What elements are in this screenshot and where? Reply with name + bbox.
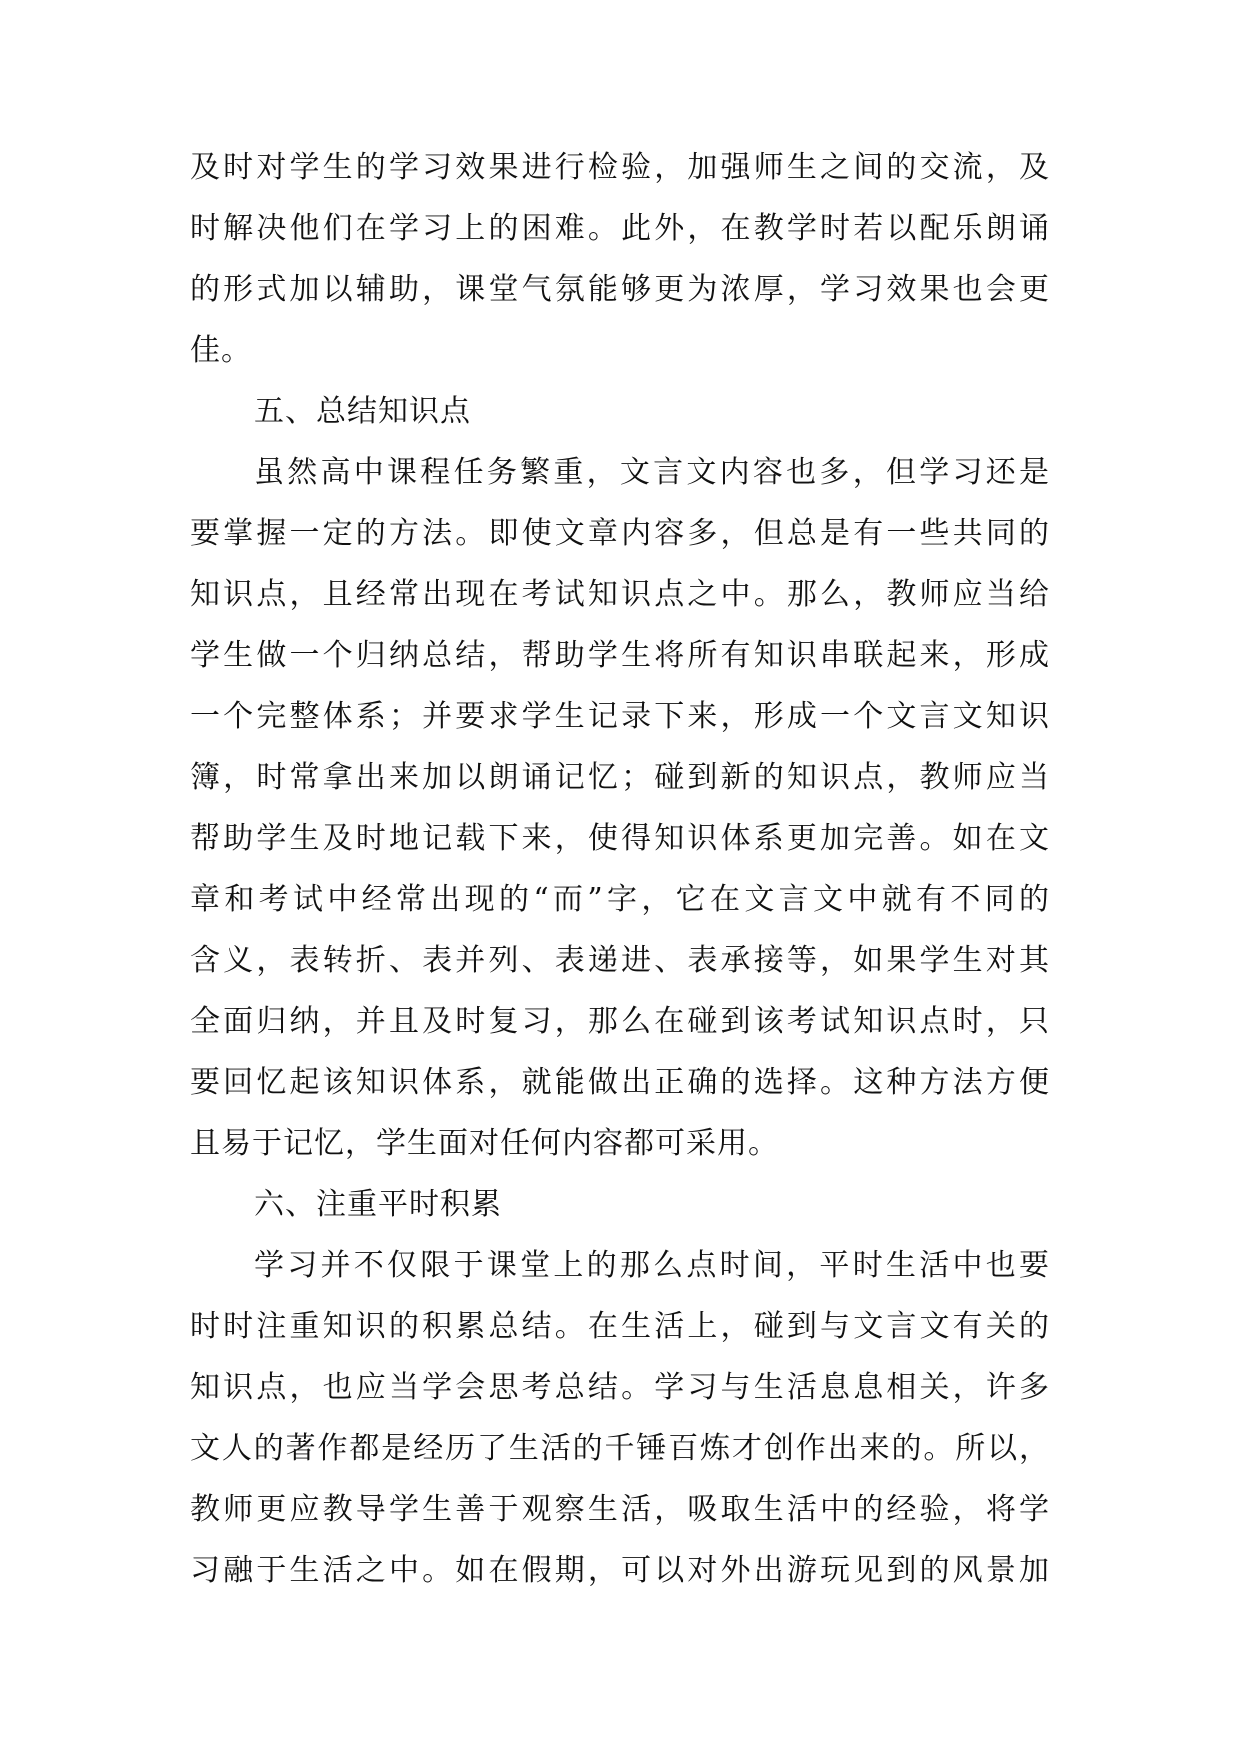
text-line: 一个完整体系；并要求学生记录下来，形成一个文言文知识	[190, 699, 1050, 734]
text-line: 要掌握一定的方法。即使文章内容多，但总是有一些共同的	[190, 516, 1050, 551]
text-line: 帮助学生及时地记载下来，使得知识体系更加完善。如在文	[190, 821, 1050, 856]
text-line: 含义，表转折、表并列、表递进、表承接等，如果学生对其	[190, 943, 1050, 978]
text-line: 知识点，且经常出现在考试知识点之中。那么，教师应当给	[190, 577, 1050, 612]
section-heading: 五、总结知识点	[254, 394, 471, 429]
text-line: 时解决他们在学习上的困难。此外，在教学时若以配乐朗诵	[190, 211, 1050, 246]
paragraph-first-line: 虽然高中课程任务繁重，文言文内容也多，但学习还是	[254, 455, 1050, 490]
text-line: 章和考试中经常出现的“而”字，它在文言文中就有不同的	[190, 882, 1050, 917]
paragraph-first-line: 学习并不仅限于课堂上的那么点时间，平时生活中也要	[254, 1248, 1050, 1283]
text-line: 全面归纳，并且及时复习，那么在碰到该考试知识点时，只	[190, 1004, 1050, 1039]
text-line: 文人的著作都是经历了生活的千锤百炼才创作出来的。所以，	[190, 1431, 1050, 1466]
section-heading: 六、注重平时积累	[254, 1187, 502, 1222]
text-line: 佳。	[190, 333, 252, 368]
text-line: 及时对学生的学习效果进行检验，加强师生之间的交流，及	[190, 150, 1050, 185]
text-line: 学生做一个归纳总结，帮助学生将所有知识串联起来，形成	[190, 638, 1050, 673]
text-line: 教师更应教导学生善于观察生活，吸取生活中的经验，将学	[190, 1492, 1050, 1527]
text-line: 簿，时常拿出来加以朗诵记忆；碰到新的知识点，教师应当	[190, 760, 1050, 795]
text-line: 知识点，也应当学会思考总结。学习与生活息息相关，许多	[190, 1370, 1050, 1405]
text-line: 要回忆起该知识体系，就能做出正确的选择。这种方法方便	[190, 1065, 1050, 1100]
text-line: 的形式加以辅助，课堂气氛能够更为浓厚，学习效果也会更	[190, 272, 1050, 307]
text-line: 时时注重知识的积累总结。在生活上，碰到与文言文有关的	[190, 1309, 1050, 1344]
text-line: 且易于记忆，学生面对任何内容都可采用。	[190, 1126, 779, 1161]
text-line: 习融于生活之中。如在假期，可以对外出游玩见到的风景加	[190, 1553, 1050, 1588]
document-text	[190, 137, 1050, 1601]
